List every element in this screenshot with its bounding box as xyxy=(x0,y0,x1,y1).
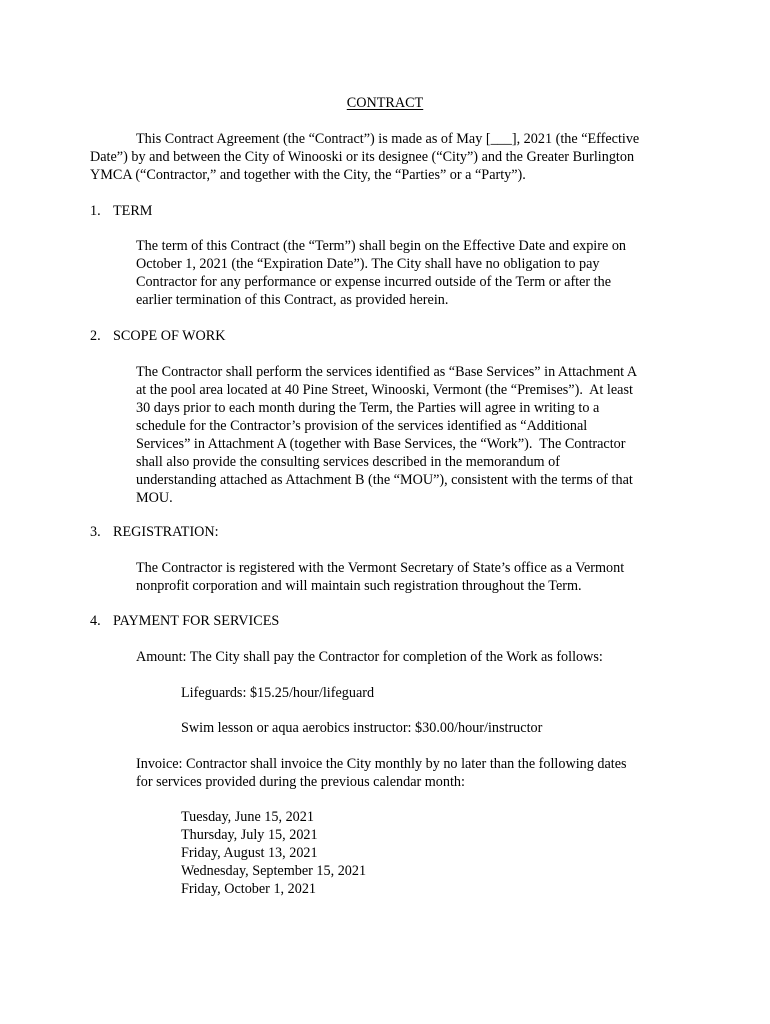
section-3-number: 3. xyxy=(90,524,101,540)
rate-lifeguards: Lifeguards: $15.25/hour/lifeguard xyxy=(181,685,375,701)
invoice-date: Tuesday, June 15, 2021 xyxy=(181,809,314,825)
rate-instructor: Swim lesson or aqua aerobics instructor: $30.00/hour/instructor xyxy=(181,720,543,736)
invoice-date: Wednesday, September 15, 2021 xyxy=(181,863,367,879)
section-2-body-line: schedule for the Contractor’s provision of the services identified as “Additional xyxy=(136,418,588,434)
invoice-date: Thursday, July 15, 2021 xyxy=(181,827,318,843)
section-1-heading: TERM xyxy=(113,203,153,219)
section-2-body-line: understanding attached as Attachment B (the “MOU”), consistent with the terms of that xyxy=(136,472,633,488)
section-2-body-line: MOU. xyxy=(136,490,173,506)
section-4-heading: PAYMENT FOR SERVICES xyxy=(113,613,280,629)
section-2-body-line: at the pool area located at 40 Pine Street, Winooski, Vermont (the “Premises”). At least xyxy=(136,382,633,398)
document-title: CONTRACT xyxy=(346,95,424,111)
section-1-body-line: Contractor for any performance or expense incurred outside of the Term or after the xyxy=(136,274,612,290)
section-4-number: 4. xyxy=(90,613,101,629)
intro-line-1: This Contract Agreement (the “Contract”) is made as of May [___], 2021 (the “Effective xyxy=(136,131,640,147)
intro-line-3: YMCA (“Contractor,” and together with the City, the “Parties” or a “Party”). xyxy=(90,167,526,183)
payment-amount-intro: Amount: The City shall pay the Contractor for completion of the Work as follows: xyxy=(136,649,603,665)
section-2-number: 2. xyxy=(90,328,101,344)
invoice-intro-line: for services provided during the previous calendar month: xyxy=(136,774,465,790)
section-3-body-line: nonprofit corporation and will maintain such registration throughout the Term. xyxy=(136,578,582,594)
section-1-number: 1. xyxy=(90,203,101,219)
invoice-date: Friday, August 13, 2021 xyxy=(181,845,318,861)
invoice-date: Friday, October 1, 2021 xyxy=(181,881,317,897)
section-2-body-line: Services” in Attachment A (together with Base Services, the “Work”). The Contractor xyxy=(136,436,626,452)
invoice-intro-line: Invoice: Contractor shall invoice the City monthly by no later than the following dates xyxy=(136,756,627,772)
section-1-body-line: The term of this Contract (the “Term”) shall begin on the Effective Date and expire on xyxy=(136,238,627,254)
section-2-heading: SCOPE OF WORK xyxy=(113,328,226,344)
section-2-body-line: The Contractor shall perform the services identified as “Base Services” in Attachment A xyxy=(136,364,638,380)
intro-line-2: Date”) by and between the City of Winooski or its designee (“City”) and the Greater Burlington xyxy=(90,149,635,165)
section-2-body-line: 30 days prior to each month during the Term, the Parties will agree in writing to a xyxy=(136,400,600,416)
section-1-body-line: October 1, 2021 (the “Expiration Date”). The City shall have no obligation to pay xyxy=(136,256,600,272)
section-3-body-line: The Contractor is registered with the Vermont Secretary of State’s office as a Vermont xyxy=(136,560,625,576)
section-2-body-line: shall also provide the consulting services described in the memorandum of xyxy=(136,454,560,470)
section-3-heading: REGISTRATION: xyxy=(113,524,219,540)
section-1-body-line: earlier termination of this Contract, as provided herein. xyxy=(136,292,449,308)
